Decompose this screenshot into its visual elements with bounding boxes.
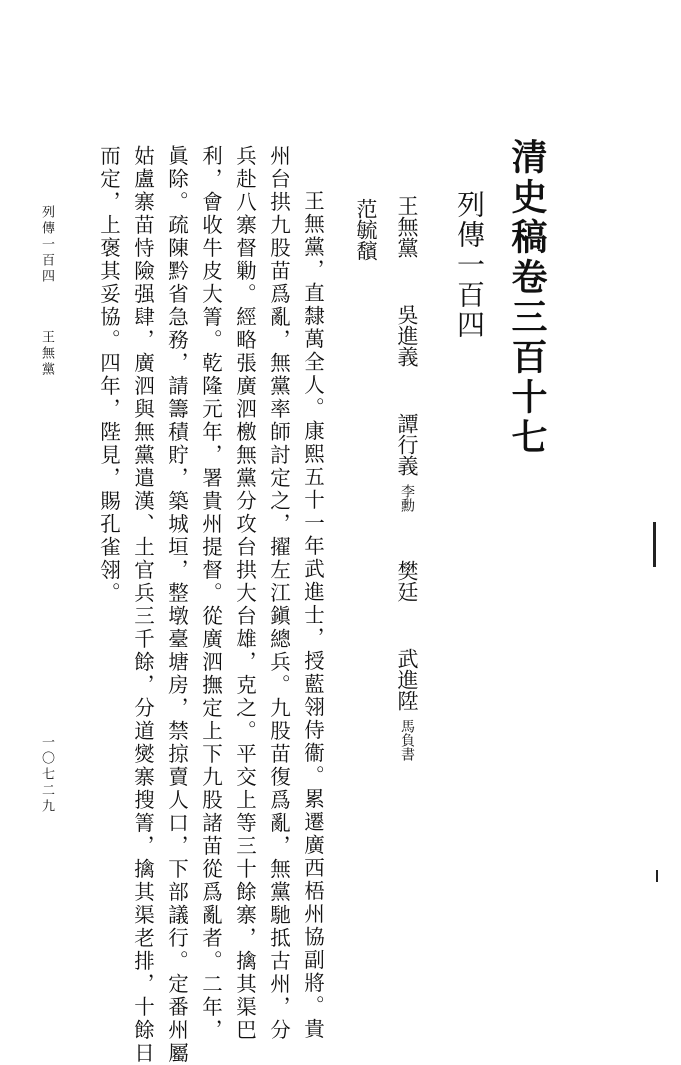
page-fold-mark	[653, 522, 656, 567]
body-text-line: 兵赴八寨督勦。經略張廣泗檄無黨分攻台拱大台雄，克之。平交上等三十餘寨，擒其渠巴	[232, 145, 257, 1042]
page-fold-mark	[656, 870, 658, 882]
person-name: 王無黨	[395, 195, 419, 258]
body-text-line: 州台拱九股苗爲亂，無黨率師討定之，擢左江鎭總兵。九股苗復爲亂，無黨馳抵古州，分	[266, 145, 291, 1042]
biography-names-line2: 范毓馪	[354, 198, 378, 261]
person-name: 武進陞	[395, 648, 419, 711]
person-name: 譚行義	[395, 413, 419, 476]
person-name: 樊廷	[395, 560, 419, 602]
body-text-line: 姑盧寨苗恃險强肆，廣泗與無黨遣漢、土官兵三千餘，分道爕寨搜箐，擒其渠老排，十餘日	[130, 145, 155, 1065]
chapter-subtitle: 列傳一百四	[453, 190, 486, 340]
volume-title: 清史稿卷三百十七	[506, 138, 548, 458]
biography-names-line1	[396, 195, 417, 785]
appended-person-note: 馬負書	[399, 719, 415, 761]
body-text-line: 眞除。疏陳黔省急務，請籌積貯，築城垣，整墩臺塘房，禁掠賣人口，下部議行。定番州屬	[164, 145, 189, 1065]
appended-person-note: 李勳	[399, 484, 415, 512]
footer-section: 列傳一百四	[39, 205, 54, 285]
footer-person-name: 王無黨	[39, 330, 54, 378]
page-number: 一〇七二九	[39, 735, 54, 815]
body-text-line: 而定，上褒其妥協。四年，陛見，賜孔雀翎。	[96, 145, 121, 605]
person-name: 吳進義	[395, 304, 419, 367]
body-text-line: 利，會收牛皮大箐。乾隆元年，署貴州提督。從廣泗撫定上下九股諸苗從爲亂者。二年，	[198, 145, 223, 1042]
body-text-line: 王無黨，直隸萬全人。康熙五十一年武進士，授藍翎侍衞。累遷廣西梧州協副將。貴	[300, 190, 325, 1041]
